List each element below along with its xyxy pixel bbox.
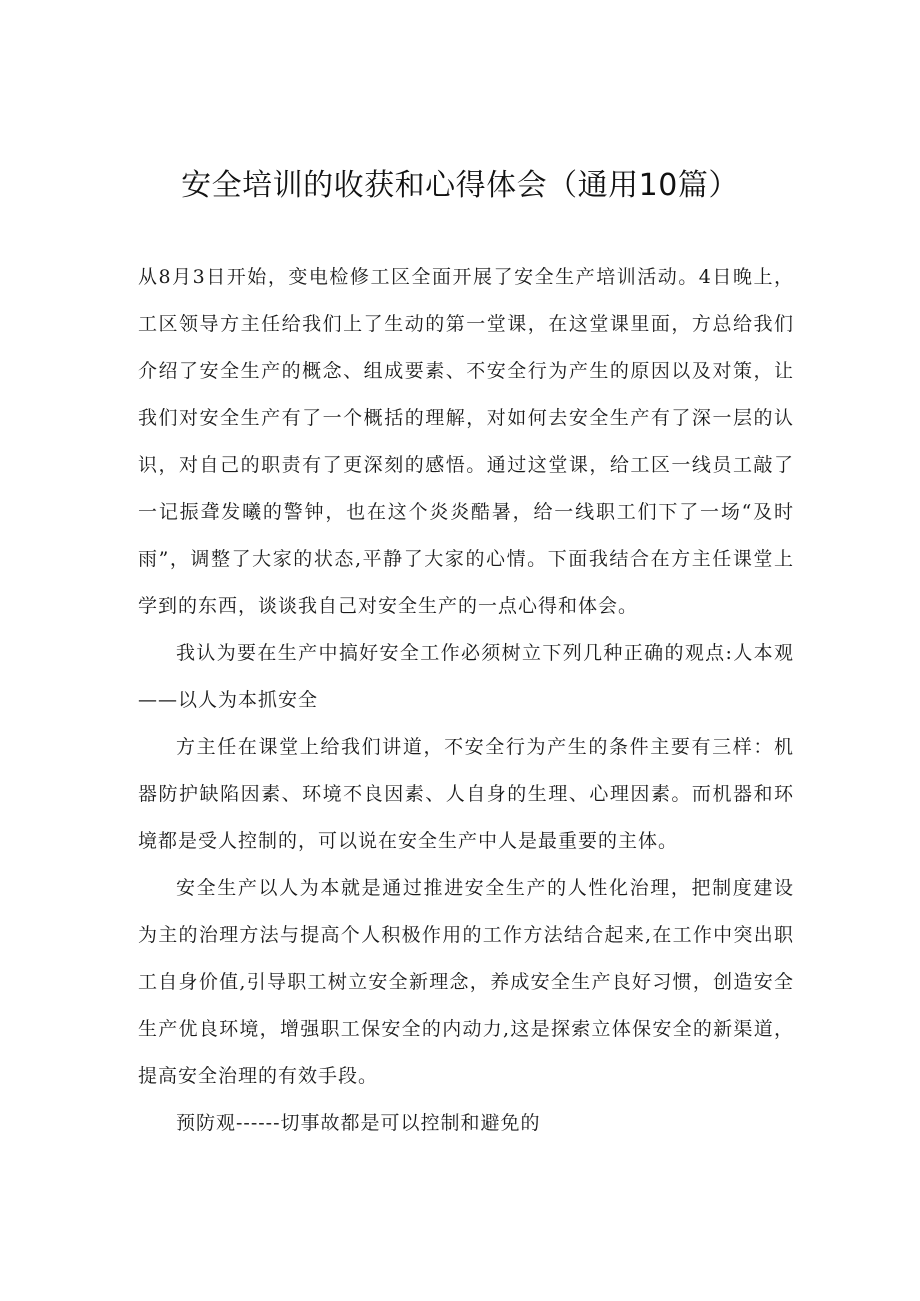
- paragraph-viewpoints: 我认为要在生产中搞好安全工作必须树立下列几种正确的观点:人本观——以人为本抓安全: [138, 642, 794, 711]
- paragraph-unsafe-conditions: 方主任在课堂上给我们讲道，不安全行为产生的条件主要有三样：机器防护缺陷因素、环境不良因素、人自身的生理、心理因素。而机器和环境都是受人控制的，可以说在安全生产中人是最重要的主体。: [138, 736, 794, 852]
- document-title: 安全培训的收获和心得体会（通用10篇）: [181, 168, 739, 203]
- document-body: [138, 254, 794, 1147]
- paragraph-people-oriented: 安全生产以人为本就是通过推进安全生产的人性化治理，把制度建设为主的治理方法与提高个人积极作用的工作方法结合起来,在工作中突出职工自身价值,引导职工树立安全新理念，养成安全生产良好习惯，创造安全生产优良环境，增强职工保安全的内动力,这是探索立体保安全的新渠道，提高安全治理的有效手段。: [138, 877, 794, 1087]
- paragraph-prevention: 预防观------切事故都是可以控制和避免的: [176, 1112, 541, 1134]
- paragraph-intro: 从8月3日开始，变电检修工区全面开展了安全生产培训活动。4日晚上，工区领导方主任给我们上了生动的第一堂课，在这堂课里面，方总给我们介绍了安全生产的概念、组成要素、不安全行为产生的原因以及对策，让我们对安全生产有了一个概括的理解，对如何去安全生产有了深一层的认识，对自己的职责有了更深刻的感悟。通过这堂课，给工区一线员工敲了一记振聋发曦的警钟，也在这个炎炎酷暑，给一线职工们下了一场“及时雨”，调整了大家的状态,平静了大家的心情。下面我结合在方主任课堂上学到的东西，谈谈我自己对安全生产的一点心得和体会。: [138, 266, 794, 617]
